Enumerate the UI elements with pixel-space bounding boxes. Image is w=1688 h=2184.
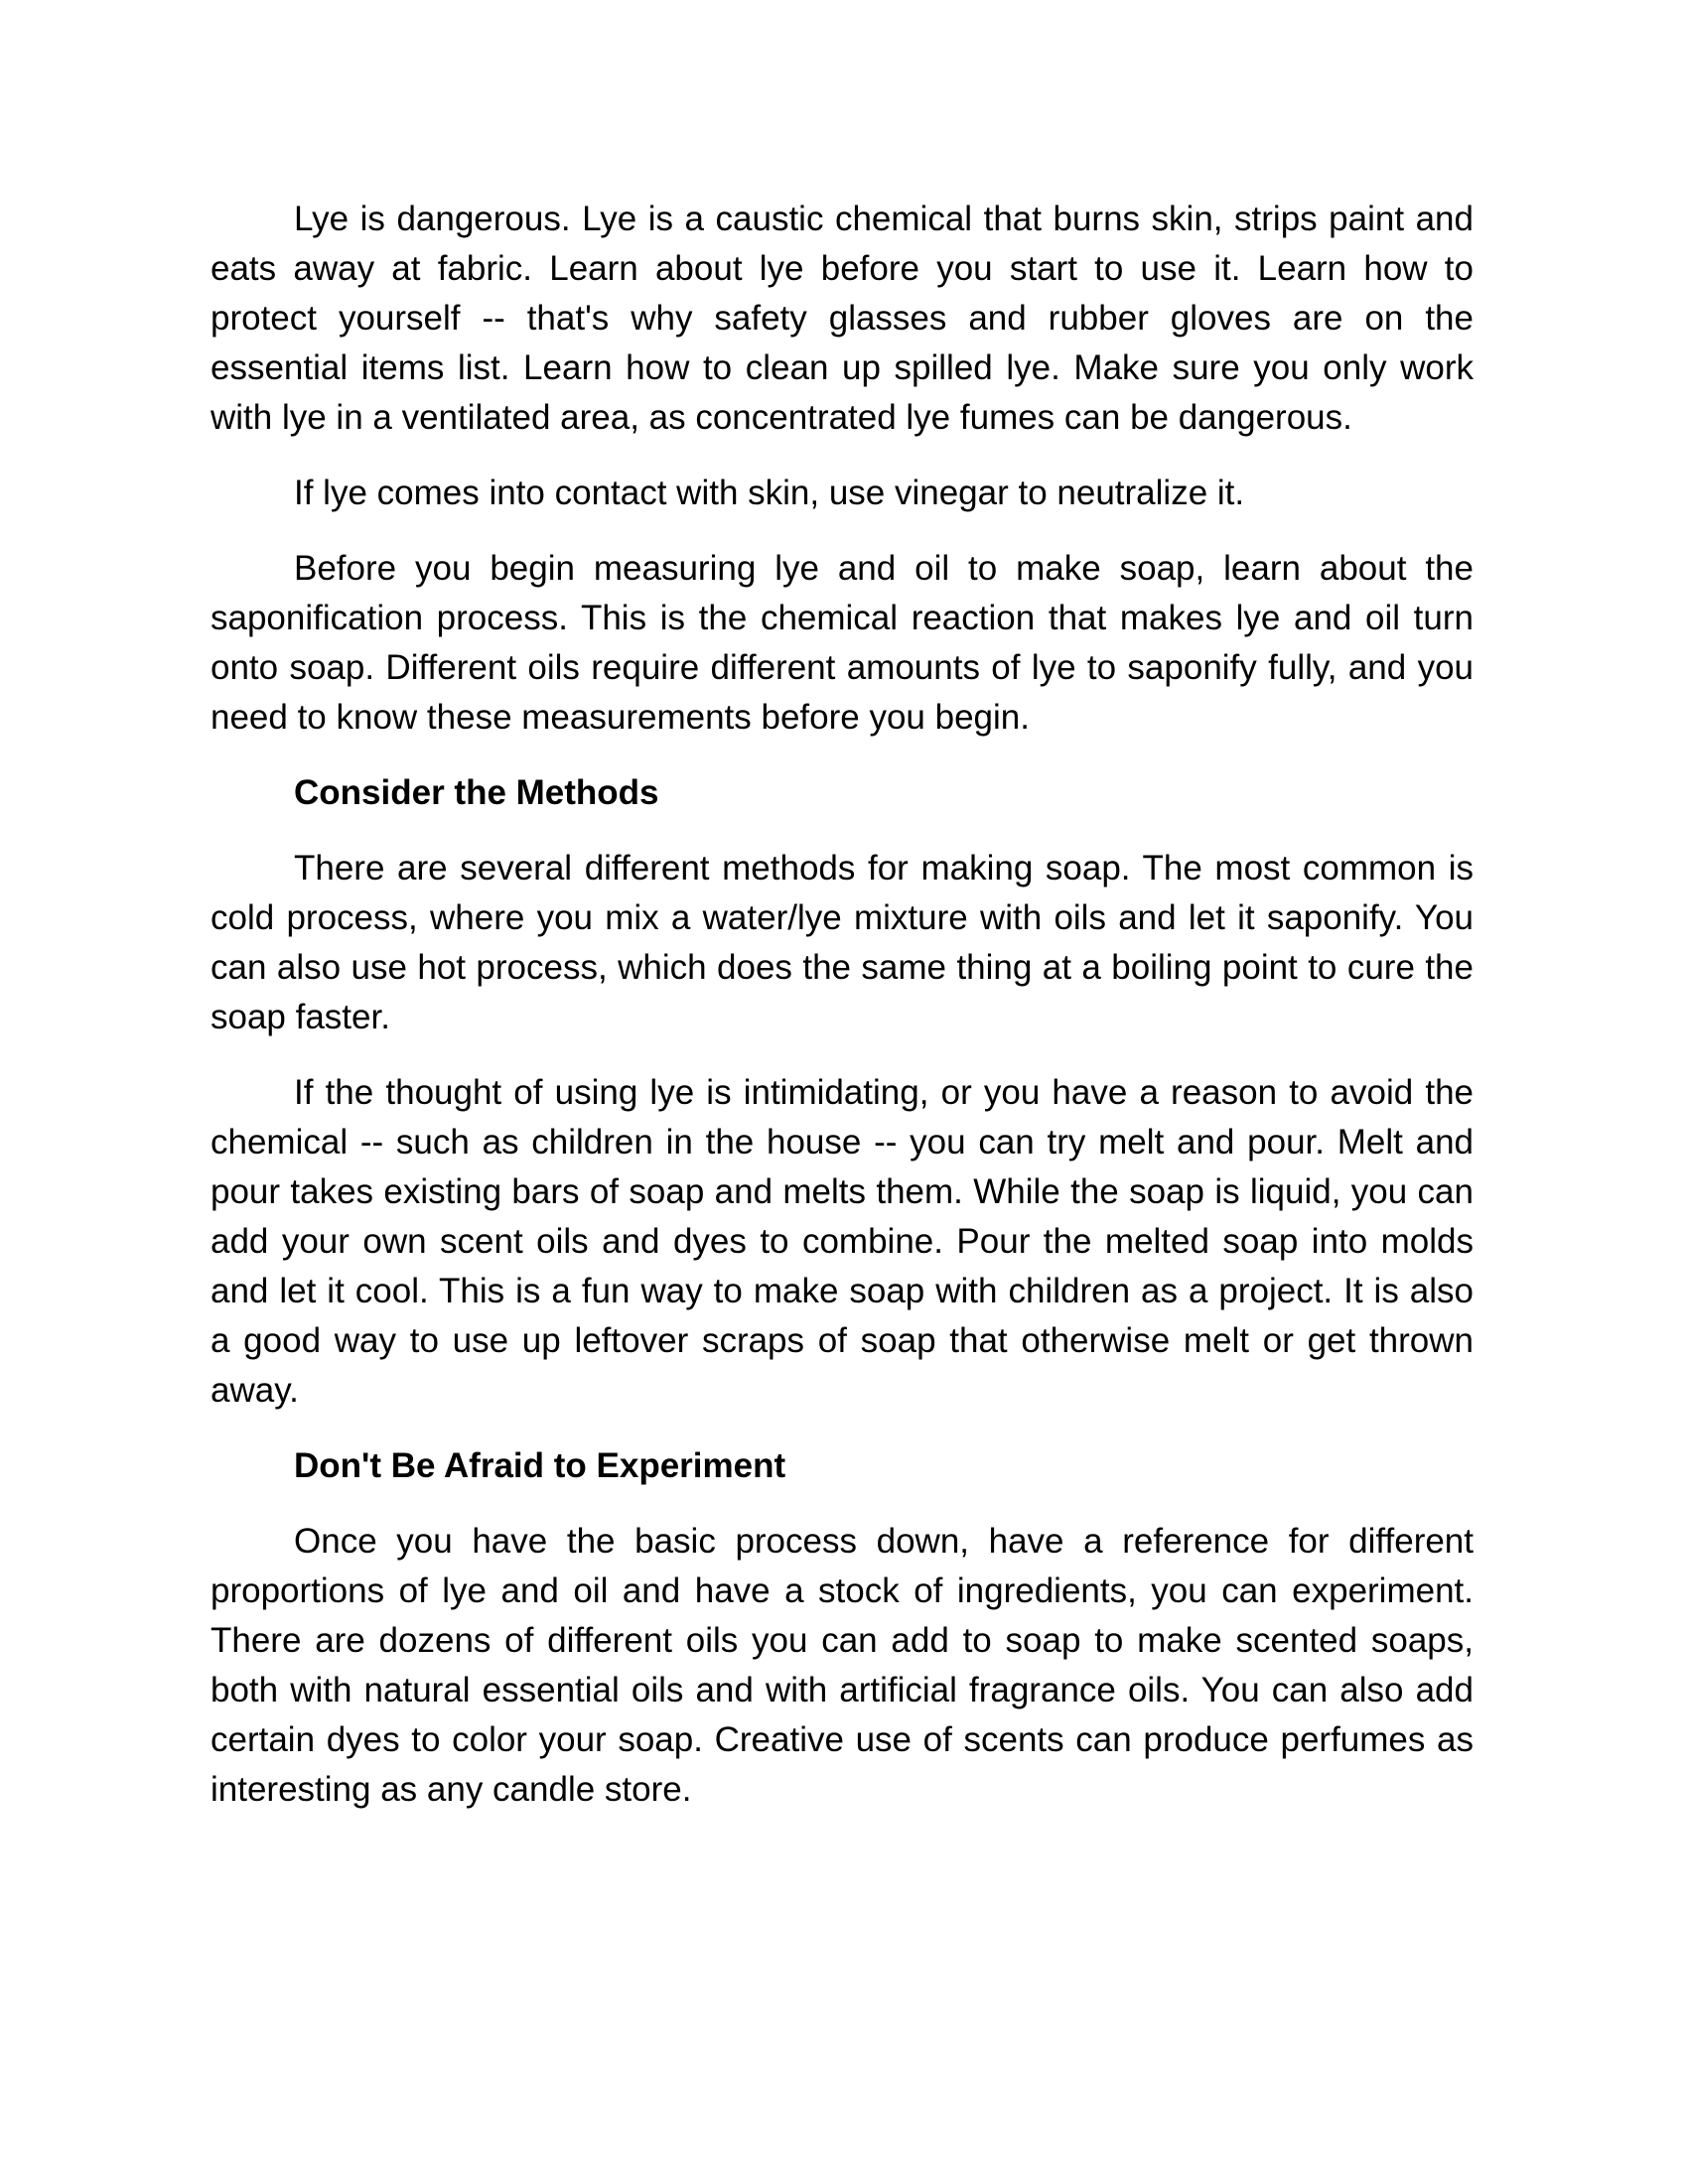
paragraph-lye-dangerous: Lye is dangerous. Lye is a caustic chemical that burns skin, strips paint and eats away at fabric. Learn about lye before you start to use it. Learn how to protect yourself -- that's why safety glasses and rubber gloves are on the essential items list. Learn how to clean up spilled lye. Make sure you only work with lye in a ventilated area, as concentrated lye fumes can be dangerous. [211,200,1474,437]
paragraph-methods: There are several different methods for making soap. The most common is cold process, where you mix a water/lye mixture with oils and let it saponify. You can also use hot process, which does the same thing at a boiling point to cure the soap faster. [211,849,1474,1036]
paragraph-melt-and-pour: If the thought of using lye is intimidating, or you have a reason to avoid the chemical -- such as children in the house -- you can try melt and pour. Melt and pour takes existing bars of soap and melts them. While the soap is liquid, you can add your own scent oils and dyes to combine. Pour the melted soap into molds and let it cool. This is a fun way to make soap with children as a project. It is also a good way to use up leftover scraps of soap that otherwise melt or get thrown away. [211,1073,1474,1410]
paragraph-experiment: Once you have the basic process down, have a reference for different proportions of lye and oil and have a stock of ingredients, you can experiment. There are dozens of different oils you can add to soap to make scented soaps, both with natural essential oils and with artificial fragrance oils. You can also add certain dyes to color your soap. Creative use of scents can produce perfumes as interesting as any candle store. [211,1522,1474,1809]
heading-experiment: Don't Be Afraid to Experiment [294,1446,786,1485]
paragraph-saponification: Before you begin measuring lye and oil to make soap, learn about the saponification process. This is the chemical reaction that makes lye and oil turn onto soap. Different oils require different amounts of lye to saponify fully, and you need to know these measurements before you begin. [211,549,1474,737]
document-page [211,195,1474,1841]
heading-consider-methods: Consider the Methods [294,773,659,812]
paragraph-vinegar: If lye comes into contact with skin, use vinegar to neutralize it. [294,474,1245,512]
